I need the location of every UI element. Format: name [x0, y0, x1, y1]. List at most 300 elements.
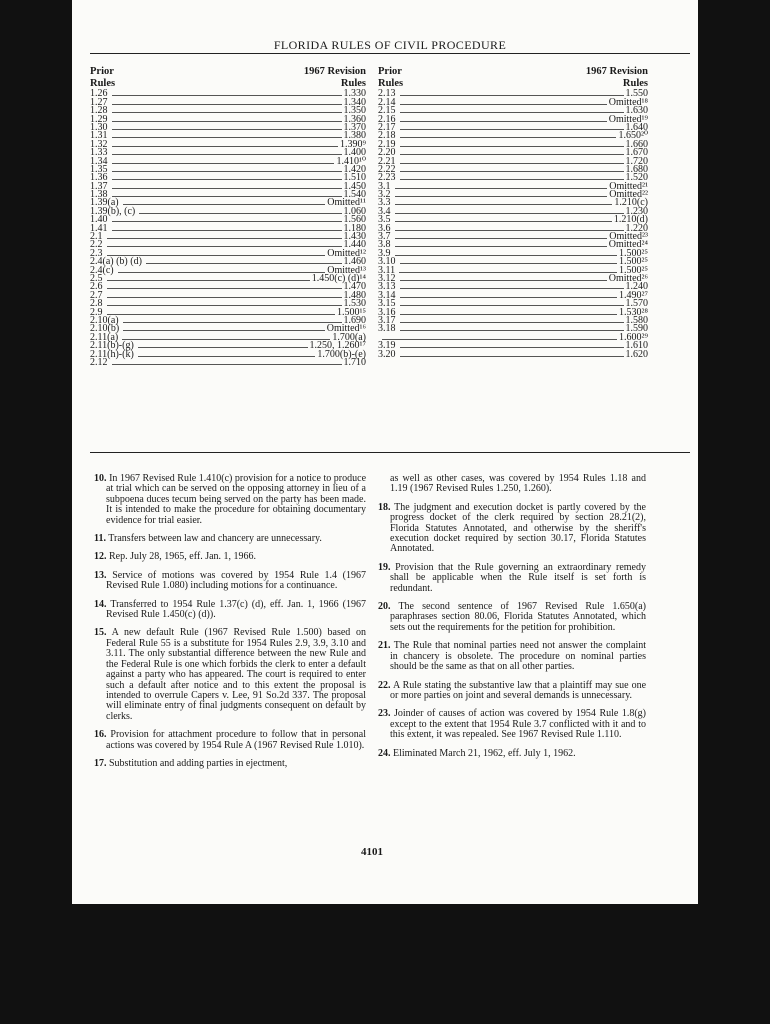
revision-rule: 1.450: [343, 180, 366, 192]
revision-rule: Omitted¹⁶: [326, 323, 366, 335]
table-row: [90, 283, 366, 291]
leader-line: [123, 330, 325, 331]
footnote-text: Service of motions was covered by 1954 Rule 1.4 (1967 Revised Rule 1.080) including motions for a continuance.: [106, 569, 366, 592]
revision-rule: 1.530: [343, 298, 366, 310]
revision-rule: 1.250, 1.260¹⁷: [309, 340, 366, 352]
table-row: [378, 163, 648, 175]
leader-line: [107, 238, 342, 239]
table-row: [378, 191, 648, 199]
table-row: [378, 241, 648, 249]
revision-rule: 1.380: [343, 130, 366, 142]
leader-line: [112, 196, 342, 197]
footnote-text: as well as other cases, was covered by 1954 Rules 1.18 and 1.19 (1967 Revised Rules 1.250, 1.260).: [390, 473, 646, 495]
leader-line: [123, 322, 342, 323]
table-row: [378, 121, 648, 133]
table-row: [90, 182, 366, 190]
table-row: [90, 163, 366, 175]
revision-rule: Omitted¹¹: [327, 197, 366, 209]
prior-rule: 1.32: [90, 138, 108, 150]
leader-line: [400, 314, 618, 315]
footnote: [378, 641, 646, 672]
leader-line: [400, 297, 618, 298]
leader-line: [400, 263, 618, 264]
footnote-text: Provision for attachment procedure to follow that in personal actions was covered by 1954 Rule A (1967 Revised Rule 1.010).: [106, 729, 366, 751]
table-rows: [378, 90, 648, 359]
leader-line: [382, 339, 617, 340]
footnote-number: 11.: [94, 533, 106, 545]
leader-line: [112, 112, 342, 113]
leader-line: [112, 121, 342, 122]
table-row: [90, 272, 366, 284]
footnote: [378, 709, 646, 740]
footnote-text: The judgment and execution docket is partly covered by the progress docket of the clerk required by section 28.21(2), Florida Statutes Annotated, and otherwise by the sheriff's execution docket required by section 30.17, Florida Statutes Annotated.: [390, 501, 646, 555]
leader-line: [112, 129, 342, 130]
prior-rule: 2.9: [90, 306, 103, 318]
leader-line: [400, 280, 607, 281]
table-row: [90, 308, 366, 316]
prior-rule: 1.27: [90, 96, 108, 108]
table-row: [90, 174, 366, 182]
document-page: [72, 0, 698, 904]
revision-rule: 1.360: [343, 113, 366, 125]
footnote-text: Provision that the Rule governing an extraordinary remedy shall be applicable when the Rule itself is set forth is redundant.: [390, 561, 646, 594]
footnote-number: 15.: [94, 627, 107, 639]
revision-rule: 1.690: [343, 314, 366, 326]
leader-line: [400, 356, 624, 357]
prior-rule: 3.8: [378, 239, 391, 251]
revision-rule: 1.060: [343, 205, 366, 217]
section-rule: [90, 452, 690, 453]
leader-line: [399, 272, 617, 273]
prior-rule: 3.1: [378, 180, 391, 192]
revision-rule: 1.620: [625, 348, 648, 360]
rules-table-left: [90, 66, 366, 367]
footnote: [94, 552, 366, 562]
table-row: [378, 216, 648, 224]
leader-line: [395, 238, 608, 239]
table-row: [378, 350, 648, 358]
revision-rule: 1.460: [343, 256, 366, 268]
table-row: [378, 308, 648, 316]
prior-rule: 1.29: [90, 113, 108, 125]
footnote-number: 18.: [378, 501, 391, 513]
revision-rule: 1.450(c) (d)¹⁴: [311, 272, 366, 284]
prior-rule: 1.28: [90, 105, 108, 117]
prior-rule: 2.13: [378, 88, 396, 100]
leader-line: [400, 330, 624, 331]
prior-rule: 2.11(h)-(k): [90, 348, 134, 360]
prior-rule: 2.4(c): [90, 264, 114, 276]
revision-rule: 1.440: [343, 239, 366, 251]
revision-rules-header: 1967 Revision Rules: [585, 66, 648, 89]
leader-line: [395, 255, 618, 256]
table-row: [378, 258, 648, 266]
leader-line: [112, 179, 342, 180]
revision-rule: 1.370: [343, 121, 366, 133]
table-row: [378, 314, 648, 326]
revision-rule: 1.600²⁹: [619, 331, 648, 343]
revision-rule: 1.550: [625, 88, 648, 100]
prior-rule: 3.9: [378, 247, 391, 259]
table-row: [378, 132, 648, 140]
revision-rule: 1.630: [625, 105, 648, 117]
footnote-text: Rep. July 28, 1965, eff. Jan. 1, 1966.: [109, 551, 257, 563]
revision-rule: 1.340: [343, 96, 366, 108]
leader-line: [107, 288, 342, 289]
prior-rule: 3.2: [378, 189, 391, 201]
table-row: [90, 233, 366, 241]
revision-rule: 1.470: [343, 281, 366, 293]
prior-rule: 2.4(a) (b) (d): [90, 256, 142, 268]
table-row: [90, 216, 366, 224]
prior-rule: 3.11: [378, 264, 396, 276]
revision-rule: Omitted²³: [609, 231, 648, 243]
table-row: [90, 132, 366, 140]
table-row: [378, 272, 648, 284]
leader-line: [400, 171, 624, 172]
prior-rule: 2.5: [90, 272, 103, 284]
prior-rule: 2.14: [378, 96, 396, 108]
leader-line: [146, 263, 342, 264]
leader-line: [400, 179, 624, 180]
table-row: [90, 107, 366, 115]
prior-rules-header: Prior Rules: [90, 66, 116, 89]
revision-rule: 1.720: [625, 155, 648, 167]
footnote-text: In 1967 Revised Rule 1.410(c) provision for a notice to produce at trial which can be served on the opposing attorney in lieu of a subpoena duces tecum being served on the party has been made. It is intended to make the procedure for obtaining documentary evidence for trial easier.: [106, 473, 367, 526]
revision-rule: 1.210(d): [613, 214, 648, 226]
revision-rule: 1.540: [343, 189, 366, 201]
leader-line: [400, 129, 624, 130]
table-row: [378, 325, 648, 333]
revision-rule: Omitted²¹: [609, 180, 648, 192]
footnote-text: The Rule that nominal parties need not answer the complaint in chancery is obsolete. The procedure on nominal parties should be the same as that on all other parties.: [390, 640, 646, 673]
footnote: [378, 602, 646, 633]
rules-table-right: [378, 66, 648, 359]
prior-rule: 1.35: [90, 163, 108, 175]
footnote-number: 14.: [94, 598, 107, 610]
footnote-text: Transferred to 1954 Rule 1.37(c) (d), eff. Jan. 1, 1966 (1967 Revised Rule 1.450(c) (d)).: [106, 598, 366, 621]
prior-rule: 2.20: [378, 147, 396, 159]
revision-rule: Omitted²²: [609, 189, 648, 201]
revision-rule: 1.180: [343, 222, 366, 234]
revision-rule: 1.490²⁷: [619, 289, 648, 301]
leader-line: [138, 347, 308, 348]
revision-rule: Omitted¹²: [327, 247, 366, 259]
footnote: [94, 571, 366, 592]
revision-rule: 1.650²⁰: [618, 130, 648, 142]
table-row: [378, 300, 648, 308]
table-row: [378, 283, 648, 291]
leader-line: [400, 322, 624, 323]
table-row: [90, 140, 366, 148]
table-row: [378, 157, 648, 165]
revision-rule: Omitted¹³: [327, 264, 366, 276]
revision-rule: Omitted²⁴: [608, 239, 648, 251]
revision-rule: 1.210(c): [614, 197, 648, 209]
prior-rule: 1.30: [90, 121, 108, 133]
header-rule: [90, 53, 690, 54]
running-header: FLORIDA RULES OF CIVIL PROCEDURE: [273, 38, 507, 52]
prior-rule: 1.26: [90, 88, 108, 100]
page-number: 4101: [361, 846, 383, 858]
footnote: [94, 628, 366, 722]
leader-line: [400, 104, 607, 105]
leader-line: [395, 221, 612, 222]
table-row: [90, 207, 366, 215]
prior-rule: 2.1: [90, 231, 103, 243]
revision-rule: 1.580: [625, 314, 648, 326]
prior-rule: 3.15: [378, 298, 396, 310]
prior-rule: 3.6: [378, 222, 391, 234]
leader-line: [112, 188, 342, 189]
revision-rule: 1.640: [625, 121, 648, 133]
revision-rule: 1.660: [625, 138, 648, 150]
prior-rule: 3.18: [378, 323, 396, 335]
leader-line: [107, 246, 342, 247]
leader-line: [107, 305, 342, 306]
footnote: [94, 759, 366, 769]
leader-line: [400, 95, 624, 96]
revision-rule: 1.230: [625, 205, 648, 217]
footnote-number: 16.: [94, 729, 107, 741]
leader-line: [400, 121, 607, 122]
footnote-text: Eliminated March 21, 1962, eff. July 1, 1962.: [393, 747, 576, 759]
prior-rule: 2.23: [378, 172, 396, 184]
revision-rule: 1.350: [343, 105, 366, 117]
leader-line: [107, 314, 336, 315]
prior-rule: 1.38: [90, 189, 108, 201]
leader-line: [138, 356, 316, 357]
leader-line: [107, 297, 342, 298]
revision-rule: 1.530²⁸: [619, 306, 648, 318]
revision-rule: 1.680: [625, 163, 648, 175]
prior-rule: 2.21: [378, 155, 396, 167]
footnote: [94, 730, 366, 751]
revision-rules-header: 1967 Revision Rules: [303, 66, 366, 89]
prior-rule: 2.7: [90, 289, 103, 301]
table-row: [378, 207, 648, 215]
revision-rule: 1.220: [625, 222, 648, 234]
revision-rule: Omitted¹⁹: [608, 113, 648, 125]
prior-rule: 2.19: [378, 138, 396, 150]
footnote-text: Transfers between law and chancery are unnecessary.: [108, 533, 322, 545]
leader-line: [112, 95, 342, 96]
table-row: [378, 199, 648, 207]
revision-rule: 1.700(a): [332, 331, 366, 343]
footnote-text: A new default Rule (1967 Revised Rule 1.500) based on Federal Rule 55 is a substitute for 1954 Rules 2.9, 3.9, 3.10 and 3.11. The only substantial difference between the new Rule and the Federal Rule is one which forbids the clerk to enter a default against a party who has appeared. The court is required to enter such a default after notice and to this extent the proposal is intended to overrule Capers v. Lee, 91 So.2d 337. The proposal will eliminate entry of final judgments consequent on default by clerks.: [106, 627, 366, 722]
prior-rule: 3.17: [378, 314, 396, 326]
revision-rule: 1.480: [343, 289, 366, 301]
footnote-number: 17.: [94, 757, 107, 769]
leader-line: [123, 204, 326, 205]
revision-rule: 1.610: [625, 340, 648, 352]
leader-line: [395, 230, 624, 231]
prior-rule: 3.19: [378, 340, 396, 352]
prior-rule: 3.10: [378, 256, 396, 268]
leader-line: [107, 280, 310, 281]
revision-rule: 1.560: [343, 214, 366, 226]
leader-line: [400, 288, 624, 289]
table-row: [378, 115, 648, 123]
table-row: [90, 356, 366, 368]
footnote-number: 12.: [94, 551, 107, 563]
prior-rule: 2.2: [90, 239, 103, 251]
revision-rule: 1.700(b)-(e): [317, 348, 366, 360]
leader-line: [112, 364, 342, 365]
footnote-number: 19.: [378, 561, 391, 573]
revision-rule: 1.410¹⁰: [336, 155, 366, 167]
leader-line: [400, 137, 617, 138]
prior-rule: 1.33: [90, 147, 108, 159]
revision-rule: Omitted²⁶: [608, 272, 648, 284]
revision-rule: 1.670: [625, 147, 648, 159]
leader-line: [395, 196, 608, 197]
revision-rule: Omitted¹⁸: [608, 96, 648, 108]
table-header: [378, 66, 648, 90]
leader-line: [112, 146, 339, 147]
leader-line: [112, 137, 342, 138]
revision-rule: 1.510: [343, 172, 366, 184]
leader-line: [139, 213, 341, 214]
prior-rule: 3.7: [378, 231, 391, 243]
prior-rule: 3.20: [378, 348, 396, 360]
revision-rule: 1.590: [625, 323, 648, 335]
footnotes-left: [94, 474, 366, 777]
footnote-number: 20.: [378, 601, 391, 613]
footnote: [378, 681, 646, 702]
prior-rule: 2.16: [378, 113, 396, 125]
prior-rule: 2.3: [90, 247, 103, 259]
footnote: [94, 474, 366, 526]
prior-rule: 1.41: [90, 222, 108, 234]
revision-rule: 1.500²⁵: [619, 256, 648, 268]
prior-rule: 3.4: [378, 205, 391, 217]
leader-line: [395, 188, 608, 189]
table-row: [90, 350, 366, 358]
revision-rule: 1.420: [343, 163, 366, 175]
leader-line: [112, 230, 342, 231]
table-row: [378, 149, 648, 157]
prior-rules-header: Prior Rules: [378, 66, 404, 89]
leader-line: [395, 246, 607, 247]
prior-rule: 2.11(a): [90, 331, 119, 343]
table-row: [90, 224, 366, 232]
revision-rule: 1.330: [343, 88, 366, 100]
prior-rule: 1.34: [90, 155, 108, 167]
footnote-number: 23.: [378, 708, 391, 720]
leader-line: [122, 339, 330, 340]
table-row: [90, 115, 366, 123]
footnote-number: 10.: [94, 473, 107, 484]
leader-line: [400, 347, 624, 348]
leader-line: [400, 163, 624, 164]
scan-background: [0, 904, 770, 1024]
leader-line: [118, 272, 326, 273]
table-row: [378, 98, 648, 106]
table-row: [378, 249, 648, 257]
table-row: [378, 333, 648, 341]
table-row: [90, 121, 366, 133]
prior-rule: 2.8: [90, 298, 103, 310]
footnote-number: 22.: [378, 679, 391, 691]
leader-line: [112, 154, 342, 155]
revision-rule: 1.390⁹: [340, 138, 366, 150]
prior-rule: 3.5: [378, 214, 391, 226]
table-header: [90, 66, 366, 90]
prior-rule: 1.37: [90, 180, 108, 192]
prior-rule: 1.40: [90, 214, 108, 226]
footnote-text: The second sentence of 1967 Revised Rule 1.650(a) paraphrases section 80.06, Florida Statutes Annotated, which sets out the requirements for the petition for prohibition.: [390, 601, 646, 633]
table-row: [90, 300, 366, 308]
footnote-text: A Rule stating the substantive law that a plaintiff may sue one or more parties on joint and several demands is unnecessary.: [390, 679, 647, 701]
footnote: [94, 534, 366, 544]
table-row: [378, 291, 648, 299]
revision-rule: 1.500²⁵: [619, 264, 648, 276]
footnote: [378, 474, 646, 495]
prior-rule: 2.11(b)-(g): [90, 340, 134, 352]
revision-rule: 1.430: [343, 231, 366, 243]
footnote-number: 13.: [94, 569, 107, 581]
footnote: [378, 563, 646, 594]
revision-rule: 1.570: [625, 298, 648, 310]
prior-rule: 3.12: [378, 272, 396, 284]
prior-rule: 2.10(b): [90, 323, 120, 335]
leader-line: [395, 204, 613, 205]
prior-rule: 1.36: [90, 172, 108, 184]
prior-rule: 1.39(a): [90, 197, 119, 209]
revision-rule: 1.500²⁵: [619, 247, 648, 259]
table-row: [90, 90, 366, 98]
leader-line: [112, 163, 335, 164]
prior-rule: 2.6: [90, 281, 103, 293]
leader-line: [400, 305, 624, 306]
footnote-text: Substitution and adding parties in ejectment,: [109, 757, 288, 769]
leader-line: [112, 221, 342, 222]
leader-line: [400, 154, 624, 155]
prior-rule: 2.18: [378, 130, 396, 142]
leader-line: [400, 146, 624, 147]
prior-rule: 1.39(b), (c): [90, 205, 136, 217]
prior-rule: 3.16: [378, 306, 396, 318]
table-row: [90, 149, 366, 157]
table-row: [378, 140, 648, 148]
footnote-number: 24.: [378, 747, 391, 759]
prior-rule: 3.13: [378, 281, 396, 293]
footnote-text: Joinder of causes of action was covered by 1954 Rule 1.8(g) except to the extent that 1954 Rule 3.7 conflicted with it and to this extent, it was repealed. See 1967 Revised Rule 1.110.: [390, 708, 647, 741]
prior-rule: 2.15: [378, 105, 396, 117]
prior-rule: 2.17: [378, 121, 396, 133]
footnotes-right: [378, 474, 646, 767]
leader-line: [400, 112, 624, 113]
table-row: [90, 98, 366, 106]
table-row: [378, 342, 648, 350]
revision-rule: 1.500¹⁵: [337, 306, 366, 318]
prior-rule: 2.10(a): [90, 314, 119, 326]
leader-line: [395, 213, 624, 214]
footnote: [378, 749, 646, 759]
prior-rule: 2.22: [378, 163, 396, 175]
footnote: [378, 503, 646, 555]
revision-rule: 1.710: [343, 356, 366, 368]
revision-rule: 1.400: [343, 147, 366, 159]
table-row: [90, 157, 366, 165]
prior-rule: 3.3: [378, 197, 391, 209]
table-rows: [90, 90, 366, 367]
footnote-number: 21.: [378, 640, 391, 652]
leader-line: [112, 171, 342, 172]
revision-rule: 1.240: [625, 281, 648, 293]
table-row: [90, 291, 366, 299]
